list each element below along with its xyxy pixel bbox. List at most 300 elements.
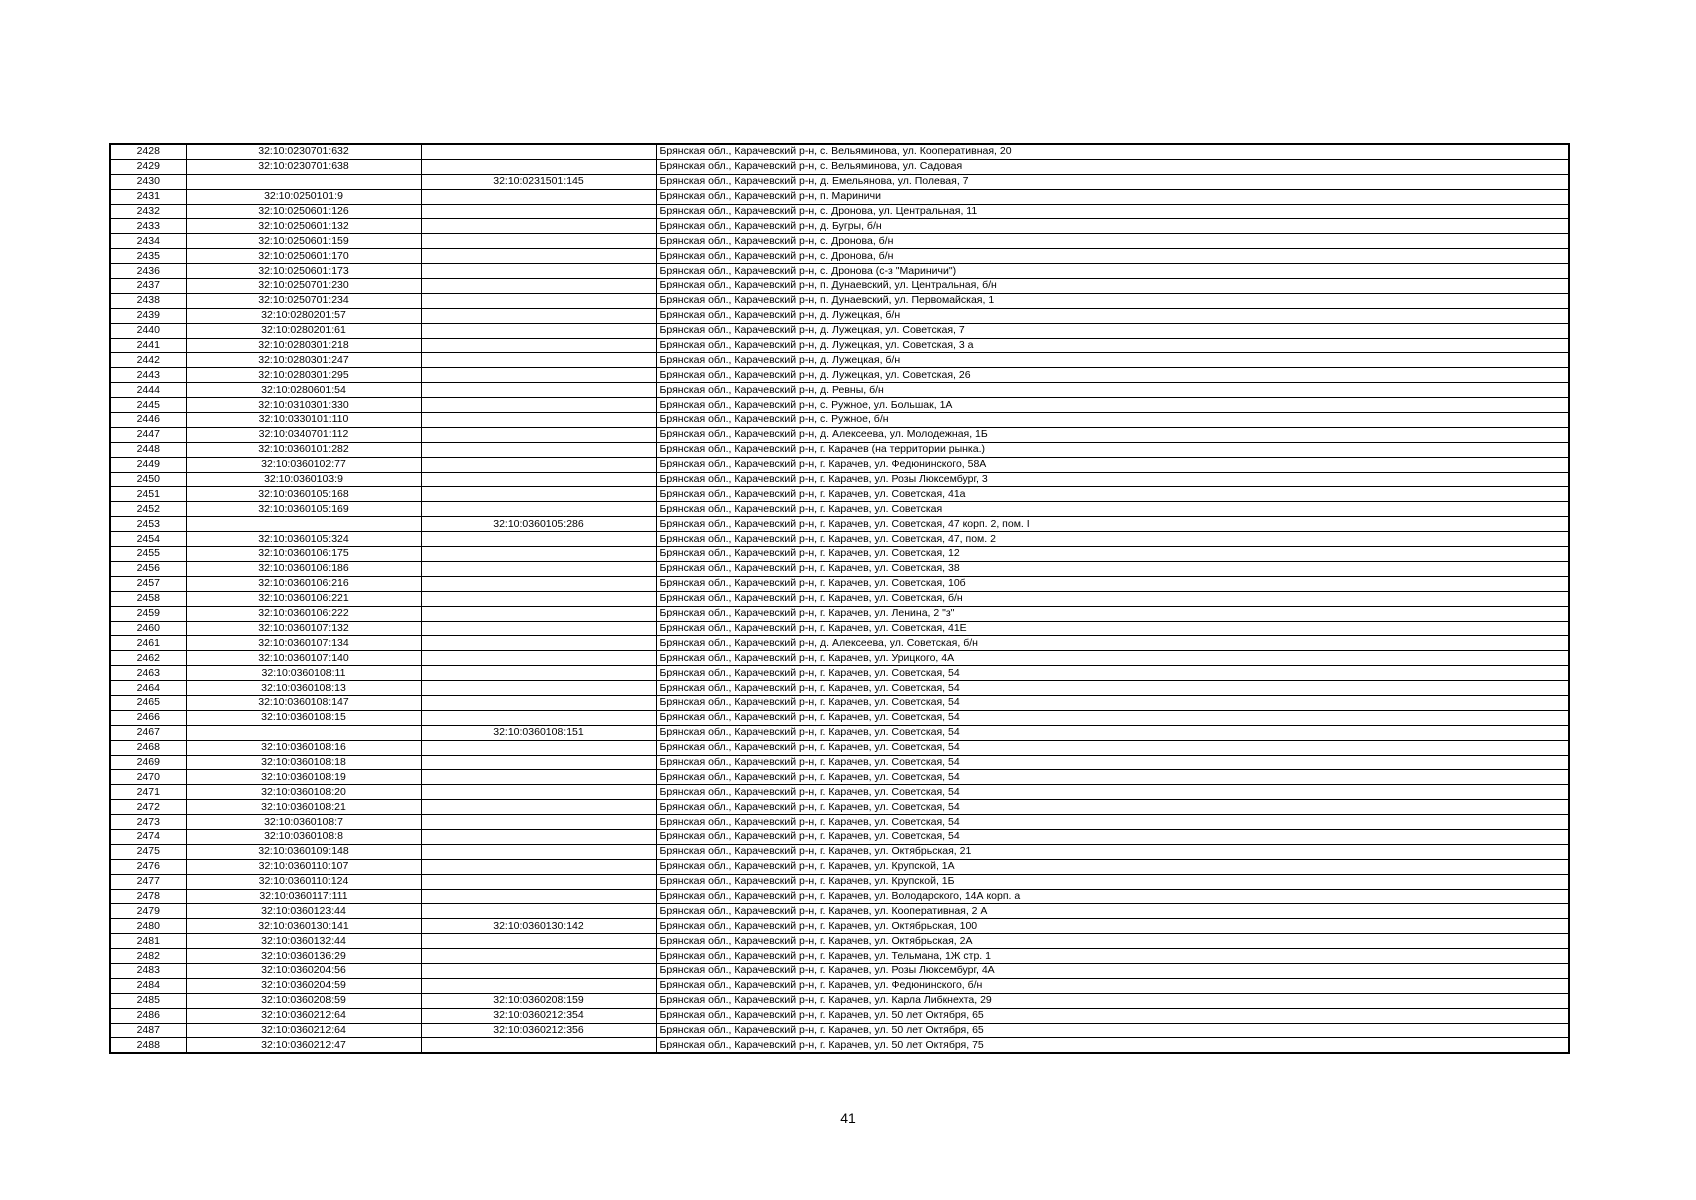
table-row [110, 308, 1569, 323]
building-cadastral-number-cell [421, 159, 656, 174]
table-row [110, 829, 1569, 844]
row-number-cell: 2431 [110, 189, 186, 204]
cadastral-number-cell: 32:10:0250601:170 [186, 249, 421, 264]
address-cell: Брянская обл., Карачевский р-н, п. Дунаевский, ул. Центральная, б/н [656, 279, 1569, 294]
parcel-table [109, 143, 1570, 1054]
row-number-cell: 2459 [110, 606, 186, 621]
building-cadastral-number-cell [421, 636, 656, 651]
row-number-cell: 2457 [110, 576, 186, 591]
address-cell: Брянская обл., Карачевский р-н, г. Карачев, ул. Крупской, 1Б [656, 874, 1569, 889]
building-cadastral-number-cell [421, 770, 656, 785]
cadastral-number-cell: 32:10:0360110:124 [186, 874, 421, 889]
row-number-cell: 2432 [110, 204, 186, 219]
row-number-cell: 2481 [110, 934, 186, 949]
building-cadastral-number-cell [421, 502, 656, 517]
cadastral-number-cell: 32:10:0360103:9 [186, 472, 421, 487]
row-number-cell: 2473 [110, 815, 186, 830]
address-cell: Брянская обл., Карачевский р-н, г. Карачев, ул. Федюнинского, 58А [656, 457, 1569, 472]
address-cell: Брянская обл., Карачевский р-н, г. Карачев, ул. Советская, 54 [656, 681, 1569, 696]
building-cadastral-number-cell [421, 487, 656, 502]
building-cadastral-number-cell [421, 547, 656, 562]
building-cadastral-number-cell [421, 591, 656, 606]
address-cell: Брянская обл., Карачевский р-н, г. Карачев, ул. Советская, 54 [656, 740, 1569, 755]
cadastral-number-cell: 32:10:0360107:134 [186, 636, 421, 651]
building-cadastral-number-cell [421, 383, 656, 398]
address-cell: Брянская обл., Карачевский р-н, п. Дунаевский, ул. Первомайская, 1 [656, 293, 1569, 308]
cadastral-number-cell: 32:10:0310301:330 [186, 398, 421, 413]
address-cell: Брянская обл., Карачевский р-н, д. Емельянова, ул. Полевая, 7 [656, 174, 1569, 189]
cadastral-number-cell: 32:10:0250601:159 [186, 234, 421, 249]
row-number-cell: 2428 [110, 144, 186, 159]
cadastral-number-cell: 32:10:0280301:247 [186, 353, 421, 368]
building-cadastral-number-cell [421, 1038, 656, 1053]
building-cadastral-number-cell [421, 874, 656, 889]
address-cell: Брянская обл., Карачевский р-н, г. Карачев, ул. Советская, 54 [656, 695, 1569, 710]
row-number-cell: 2478 [110, 889, 186, 904]
row-number-cell: 2480 [110, 919, 186, 934]
address-cell: Брянская обл., Карачевский р-н, с. Дронова, б/н [656, 249, 1569, 264]
cadastral-number-cell: 32:10:0360117:111 [186, 889, 421, 904]
address-cell: Брянская обл., Карачевский р-н, г. Карачев, ул. Советская, 54 [656, 725, 1569, 740]
table-row [110, 517, 1569, 532]
table-row [110, 323, 1569, 338]
building-cadastral-number-cell [421, 219, 656, 234]
address-cell: Брянская обл., Карачевский р-н, г. Карачев, ул. Советская, 54 [656, 666, 1569, 681]
cadastral-number-cell: 32:10:0360109:148 [186, 844, 421, 859]
table-row [110, 651, 1569, 666]
table-row [110, 249, 1569, 264]
parcel-table-container [109, 143, 1568, 1054]
building-cadastral-number-cell [421, 978, 656, 993]
building-cadastral-number-cell [421, 323, 656, 338]
address-cell: Брянская обл., Карачевский р-н, г. Карачев, ул. Советская, б/н [656, 591, 1569, 606]
row-number-cell: 2446 [110, 413, 186, 428]
table-row [110, 591, 1569, 606]
building-cadastral-number-cell [421, 710, 656, 725]
row-number-cell: 2443 [110, 368, 186, 383]
table-row [110, 949, 1569, 964]
building-cadastral-number-cell [421, 606, 656, 621]
cadastral-number-cell: 32:10:0360136:29 [186, 949, 421, 964]
table-row [110, 889, 1569, 904]
row-number-cell: 2479 [110, 904, 186, 919]
table-row [110, 413, 1569, 428]
address-cell: Брянская обл., Карачевский р-н, г. Карачев, ул. Володарского, 14А корп. а [656, 889, 1569, 904]
building-cadastral-number-cell [421, 800, 656, 815]
row-number-cell: 2485 [110, 993, 186, 1008]
table-row [110, 844, 1569, 859]
table-row [110, 725, 1569, 740]
row-number-cell: 2456 [110, 561, 186, 576]
row-number-cell: 2468 [110, 740, 186, 755]
table-row [110, 547, 1569, 562]
address-cell: Брянская обл., Карачевский р-н, г. Карачев, ул. Октябрьская, 21 [656, 844, 1569, 859]
cadastral-number-cell: 32:10:0360101:282 [186, 442, 421, 457]
table-row [110, 695, 1569, 710]
address-cell: Брянская обл., Карачевский р-н, д. Лужецкая, б/н [656, 353, 1569, 368]
building-cadastral-number-cell [421, 934, 656, 949]
address-cell: Брянская обл., Карачевский р-н, с. Дронова, б/н [656, 234, 1569, 249]
building-cadastral-number-cell: 32:10:0360208:159 [421, 993, 656, 1008]
table-row [110, 204, 1569, 219]
row-number-cell: 2454 [110, 532, 186, 547]
cadastral-number-cell: 32:10:0280601:54 [186, 383, 421, 398]
row-number-cell: 2464 [110, 681, 186, 696]
address-cell: Брянская обл., Карачевский р-н, д. Лужецкая, ул. Советская, 26 [656, 368, 1569, 383]
address-cell: Брянская обл., Карачевский р-н, с. Дронова (с-з "Мариничи") [656, 264, 1569, 279]
address-cell: Брянская обл., Карачевский р-н, г. Карачев, ул. Крупской, 1А [656, 859, 1569, 874]
address-cell: Брянская обл., Карачевский р-н, г. Карачев, ул. Тельмана, 1Ж стр. 1 [656, 949, 1569, 964]
address-cell: Брянская обл., Карачевский р-н, с. Ружное, б/н [656, 413, 1569, 428]
row-number-cell: 2449 [110, 457, 186, 472]
address-cell: Брянская обл., Карачевский р-н, д. Лужецкая, ул. Советская, 7 [656, 323, 1569, 338]
address-cell: Брянская обл., Карачевский р-н, г. Карачев, ул. Советская, 41Е [656, 621, 1569, 636]
cadastral-number-cell: 32:10:0360108:11 [186, 666, 421, 681]
address-cell: Брянская обл., Карачевский р-н, г. Карачев, ул. Советская, 47 корп. 2, пом. I [656, 517, 1569, 532]
row-number-cell: 2475 [110, 844, 186, 859]
row-number-cell: 2486 [110, 1008, 186, 1023]
cadastral-number-cell: 32:10:0360108:21 [186, 800, 421, 815]
cadastral-number-cell: 32:10:0360106:175 [186, 547, 421, 562]
table-row [110, 532, 1569, 547]
row-number-cell: 2466 [110, 710, 186, 725]
address-cell: Брянская обл., Карачевский р-н, д. Лужецкая, ул. Советская, 3 а [656, 338, 1569, 353]
parcel-table-body [110, 144, 1569, 1053]
cadastral-number-cell: 32:10:0360110:107 [186, 859, 421, 874]
building-cadastral-number-cell [421, 561, 656, 576]
address-cell: Брянская обл., Карачевский р-н, г. Карачев, ул. Розы Люксембург, 3 [656, 472, 1569, 487]
building-cadastral-number-cell [421, 368, 656, 383]
row-number-cell: 2483 [110, 963, 186, 978]
cadastral-number-cell: 32:10:0360212:64 [186, 1008, 421, 1023]
address-cell: Брянская обл., Карачевский р-н, г. Карачев, ул. Советская, 38 [656, 561, 1569, 576]
row-number-cell: 2476 [110, 859, 186, 874]
cadastral-number-cell: 32:10:0340701:112 [186, 427, 421, 442]
cadastral-number-cell: 32:10:0360204:56 [186, 963, 421, 978]
building-cadastral-number-cell: 32:10:0360105:286 [421, 517, 656, 532]
cadastral-number-cell: 32:10:0280201:61 [186, 323, 421, 338]
row-number-cell: 2458 [110, 591, 186, 606]
cadastral-number-cell: 32:10:0280201:57 [186, 308, 421, 323]
row-number-cell: 2450 [110, 472, 186, 487]
cadastral-number-cell: 32:10:0360106:221 [186, 591, 421, 606]
table-row [110, 561, 1569, 576]
row-number-cell: 2471 [110, 785, 186, 800]
table-row [110, 993, 1569, 1008]
cadastral-number-cell: 32:10:0360108:8 [186, 829, 421, 844]
row-number-cell: 2445 [110, 398, 186, 413]
building-cadastral-number-cell [421, 740, 656, 755]
cadastral-number-cell: 32:10:0360208:59 [186, 993, 421, 1008]
table-row [110, 1023, 1569, 1038]
address-cell: Брянская обл., Карачевский р-н, г. Карачев, ул. Октябрьская, 2А [656, 934, 1569, 949]
table-row [110, 472, 1569, 487]
cadastral-number-cell: 32:10:0360132:44 [186, 934, 421, 949]
table-row [110, 487, 1569, 502]
row-number-cell: 2444 [110, 383, 186, 398]
address-cell: Брянская обл., Карачевский р-н, с. Ружное, ул. Большак, 1А [656, 398, 1569, 413]
address-cell: Брянская обл., Карачевский р-н, с. Вельяминова, ул. Кооперативная, 20 [656, 144, 1569, 159]
cadastral-number-cell: 32:10:0360105:169 [186, 502, 421, 517]
table-row [110, 576, 1569, 591]
cadastral-number-cell: 32:10:0360102:77 [186, 457, 421, 472]
address-cell: Брянская обл., Карачевский р-н, г. Карачев (на территории рынка.) [656, 442, 1569, 457]
table-row [110, 859, 1569, 874]
row-number-cell: 2439 [110, 308, 186, 323]
building-cadastral-number-cell [421, 189, 656, 204]
cadastral-number-cell: 32:10:0250601:132 [186, 219, 421, 234]
address-cell: Брянская обл., Карачевский р-н, г. Карачев, ул. Советская, 54 [656, 710, 1569, 725]
table-row [110, 368, 1569, 383]
address-cell: Брянская обл., Карачевский р-н, д. Бугры, б/н [656, 219, 1569, 234]
cadastral-number-cell: 32:10:0280301:218 [186, 338, 421, 353]
cadastral-number-cell: 32:10:0360108:7 [186, 815, 421, 830]
building-cadastral-number-cell [421, 889, 656, 904]
table-row [110, 427, 1569, 442]
table-row [110, 1008, 1569, 1023]
cadastral-number-cell: 32:10:0360108:13 [186, 681, 421, 696]
table-row [110, 666, 1569, 681]
address-cell: Брянская обл., Карачевский р-н, г. Карачев, ул. Советская, 10б [656, 576, 1569, 591]
building-cadastral-number-cell [421, 338, 656, 353]
table-row [110, 144, 1569, 159]
table-row [110, 174, 1569, 189]
address-cell: Брянская обл., Карачевский р-н, г. Карачев, ул. Урицкого, 4А [656, 651, 1569, 666]
cadastral-number-cell: 32:10:0360108:16 [186, 740, 421, 755]
table-row [110, 502, 1569, 517]
building-cadastral-number-cell [421, 442, 656, 457]
cadastral-number-cell: 32:10:0230701:638 [186, 159, 421, 174]
address-cell: Брянская обл., Карачевский р-н, г. Карачев, ул. Советская, 54 [656, 755, 1569, 770]
cadastral-number-cell: 32:10:0360108:147 [186, 695, 421, 710]
row-number-cell: 2430 [110, 174, 186, 189]
table-row [110, 353, 1569, 368]
cadastral-number-cell: 32:10:0360212:47 [186, 1038, 421, 1053]
building-cadastral-number-cell [421, 844, 656, 859]
building-cadastral-number-cell [421, 204, 656, 219]
building-cadastral-number-cell [421, 949, 656, 964]
row-number-cell: 2482 [110, 949, 186, 964]
building-cadastral-number-cell [421, 815, 656, 830]
cadastral-number-cell: 32:10:0360108:15 [186, 710, 421, 725]
table-row [110, 934, 1569, 949]
building-cadastral-number-cell [421, 621, 656, 636]
row-number-cell: 2465 [110, 695, 186, 710]
row-number-cell: 2433 [110, 219, 186, 234]
table-row [110, 442, 1569, 457]
cadastral-number-cell [186, 174, 421, 189]
cadastral-number-cell: 32:10:0250601:126 [186, 204, 421, 219]
row-number-cell: 2451 [110, 487, 186, 502]
address-cell: Брянская обл., Карачевский р-н, г. Карачев, ул. 50 лет Октября, 65 [656, 1023, 1569, 1038]
address-cell: Брянская обл., Карачевский р-н, д. Алексеева, ул. Советская, б/н [656, 636, 1569, 651]
row-number-cell: 2469 [110, 755, 186, 770]
cadastral-number-cell: 32:10:0360123:44 [186, 904, 421, 919]
building-cadastral-number-cell: 32:10:0360108:151 [421, 725, 656, 740]
table-row [110, 710, 1569, 725]
address-cell: Брянская обл., Карачевский р-н, г. Карачев, ул. Советская, 54 [656, 800, 1569, 815]
building-cadastral-number-cell [421, 249, 656, 264]
cadastral-number-cell [186, 725, 421, 740]
building-cadastral-number-cell [421, 755, 656, 770]
building-cadastral-number-cell [421, 264, 656, 279]
row-number-cell: 2441 [110, 338, 186, 353]
building-cadastral-number-cell: 32:10:0231501:145 [421, 174, 656, 189]
row-number-cell: 2436 [110, 264, 186, 279]
building-cadastral-number-cell [421, 785, 656, 800]
cadastral-number-cell: 32:10:0360108:19 [186, 770, 421, 785]
table-row [110, 279, 1569, 294]
cadastral-number-cell: 32:10:0230701:632 [186, 144, 421, 159]
row-number-cell: 2484 [110, 978, 186, 993]
table-row [110, 800, 1569, 815]
table-row [110, 1038, 1569, 1053]
address-cell: Брянская обл., Карачевский р-н, г. Карачев, ул. Советская, 54 [656, 829, 1569, 844]
building-cadastral-number-cell [421, 413, 656, 428]
row-number-cell: 2437 [110, 279, 186, 294]
building-cadastral-number-cell [421, 681, 656, 696]
table-row [110, 457, 1569, 472]
table-row [110, 874, 1569, 889]
address-cell: Брянская обл., Карачевский р-н, г. Карачев, ул. Кооперативная, 2 А [656, 904, 1569, 919]
row-number-cell: 2442 [110, 353, 186, 368]
cadastral-number-cell: 32:10:0360106:186 [186, 561, 421, 576]
cadastral-number-cell: 32:10:0360105:168 [186, 487, 421, 502]
building-cadastral-number-cell [421, 576, 656, 591]
row-number-cell: 2452 [110, 502, 186, 517]
cadastral-number-cell: 32:10:0360204:59 [186, 978, 421, 993]
table-row [110, 293, 1569, 308]
row-number-cell: 2448 [110, 442, 186, 457]
building-cadastral-number-cell [421, 695, 656, 710]
page-number: 41 [840, 1110, 856, 1126]
address-cell: Брянская обл., Карачевский р-н, г. Карачев, ул. Карла Либкнехта, 29 [656, 993, 1569, 1008]
address-cell: Брянская обл., Карачевский р-н, г. Карачев, ул. Советская, 12 [656, 547, 1569, 562]
table-row [110, 606, 1569, 621]
row-number-cell: 2438 [110, 293, 186, 308]
cadastral-number-cell: 32:10:0360108:18 [186, 755, 421, 770]
table-row [110, 338, 1569, 353]
row-number-cell: 2470 [110, 770, 186, 785]
table-row [110, 815, 1569, 830]
address-cell: Брянская обл., Карачевский р-н, г. Карачев, ул. 50 лет Октября, 75 [656, 1038, 1569, 1053]
row-number-cell: 2462 [110, 651, 186, 666]
row-number-cell: 2488 [110, 1038, 186, 1053]
building-cadastral-number-cell [421, 829, 656, 844]
address-cell: Брянская обл., Карачевский р-н, г. Карачев, ул. Советская, 54 [656, 815, 1569, 830]
address-cell: Брянская обл., Карачевский р-н, с. Вельяминова, ул. Садовая [656, 159, 1569, 174]
cadastral-number-cell: 32:10:0360130:141 [186, 919, 421, 934]
table-row [110, 785, 1569, 800]
cadastral-number-cell: 32:10:0360107:132 [186, 621, 421, 636]
row-number-cell: 2447 [110, 427, 186, 442]
address-cell: Брянская обл., Карачевский р-н, г. Карачев, ул. 50 лет Октября, 65 [656, 1008, 1569, 1023]
row-number-cell: 2460 [110, 621, 186, 636]
building-cadastral-number-cell: 32:10:0360212:356 [421, 1023, 656, 1038]
table-row [110, 189, 1569, 204]
row-number-cell: 2435 [110, 249, 186, 264]
cadastral-number-cell: 32:10:0360108:20 [186, 785, 421, 800]
cadastral-number-cell [186, 517, 421, 532]
row-number-cell: 2461 [110, 636, 186, 651]
cadastral-number-cell: 32:10:0360106:222 [186, 606, 421, 621]
building-cadastral-number-cell [421, 234, 656, 249]
address-cell: Брянская обл., Карачевский р-н, г. Карачев, ул. Ленина, 2 "з" [656, 606, 1569, 621]
cadastral-number-cell: 32:10:0250601:173 [186, 264, 421, 279]
row-number-cell: 2434 [110, 234, 186, 249]
building-cadastral-number-cell [421, 963, 656, 978]
cadastral-number-cell: 32:10:0360107:140 [186, 651, 421, 666]
row-number-cell: 2487 [110, 1023, 186, 1038]
cadastral-number-cell: 32:10:0250101:9 [186, 189, 421, 204]
address-cell: Брянская обл., Карачевский р-н, д. Ревны, б/н [656, 383, 1569, 398]
cadastral-number-cell: 32:10:0250701:234 [186, 293, 421, 308]
building-cadastral-number-cell [421, 472, 656, 487]
table-row [110, 383, 1569, 398]
cadastral-number-cell: 32:10:0360105:324 [186, 532, 421, 547]
building-cadastral-number-cell [421, 144, 656, 159]
row-number-cell: 2477 [110, 874, 186, 889]
cadastral-number-cell: 32:10:0330101:110 [186, 413, 421, 428]
building-cadastral-number-cell [421, 651, 656, 666]
address-cell: Брянская обл., Карачевский р-н, г. Карачев, ул. Октябрьская, 100 [656, 919, 1569, 934]
building-cadastral-number-cell [421, 532, 656, 547]
address-cell: Брянская обл., Карачевский р-н, г. Карачев, ул. Советская [656, 502, 1569, 517]
cadastral-number-cell: 32:10:0360106:216 [186, 576, 421, 591]
table-row [110, 755, 1569, 770]
table-row [110, 636, 1569, 651]
building-cadastral-number-cell [421, 353, 656, 368]
address-cell: Брянская обл., Карачевский р-н, д. Лужецкая, б/н [656, 308, 1569, 323]
row-number-cell: 2472 [110, 800, 186, 815]
table-row [110, 740, 1569, 755]
building-cadastral-number-cell [421, 279, 656, 294]
address-cell: Брянская обл., Карачевский р-н, д. Алексеева, ул. Молодежная, 1Б [656, 427, 1569, 442]
address-cell: Брянская обл., Карачевский р-н, с. Дронова, ул. Центральная, 11 [656, 204, 1569, 219]
building-cadastral-number-cell [421, 859, 656, 874]
row-number-cell: 2429 [110, 159, 186, 174]
table-row [110, 904, 1569, 919]
cadastral-number-cell: 32:10:0360212:64 [186, 1023, 421, 1038]
cadastral-number-cell: 32:10:0280301:295 [186, 368, 421, 383]
table-row [110, 159, 1569, 174]
building-cadastral-number-cell [421, 457, 656, 472]
building-cadastral-number-cell [421, 398, 656, 413]
address-cell: Брянская обл., Карачевский р-н, г. Карачев, ул. Советская, 54 [656, 785, 1569, 800]
table-row [110, 919, 1569, 934]
row-number-cell: 2453 [110, 517, 186, 532]
table-row [110, 681, 1569, 696]
address-cell: Брянская обл., Карачевский р-н, г. Карачев, ул. Федюнинского, б/н [656, 978, 1569, 993]
table-row [110, 234, 1569, 249]
building-cadastral-number-cell [421, 904, 656, 919]
table-row [110, 264, 1569, 279]
address-cell: Брянская обл., Карачевский р-н, п. Мариничи [656, 189, 1569, 204]
row-number-cell: 2455 [110, 547, 186, 562]
row-number-cell: 2440 [110, 323, 186, 338]
address-cell: Брянская обл., Карачевский р-н, г. Карачев, ул. Розы Люксембург, 4А [656, 963, 1569, 978]
table-row [110, 770, 1569, 785]
address-cell: Брянская обл., Карачевский р-н, г. Карачев, ул. Советская, 54 [656, 770, 1569, 785]
table-row [110, 621, 1569, 636]
row-number-cell: 2467 [110, 725, 186, 740]
building-cadastral-number-cell [421, 308, 656, 323]
building-cadastral-number-cell: 32:10:0360212:354 [421, 1008, 656, 1023]
address-cell: Брянская обл., Карачевский р-н, г. Карачев, ул. Советская, 41а [656, 487, 1569, 502]
building-cadastral-number-cell [421, 293, 656, 308]
building-cadastral-number-cell [421, 427, 656, 442]
table-row [110, 219, 1569, 234]
